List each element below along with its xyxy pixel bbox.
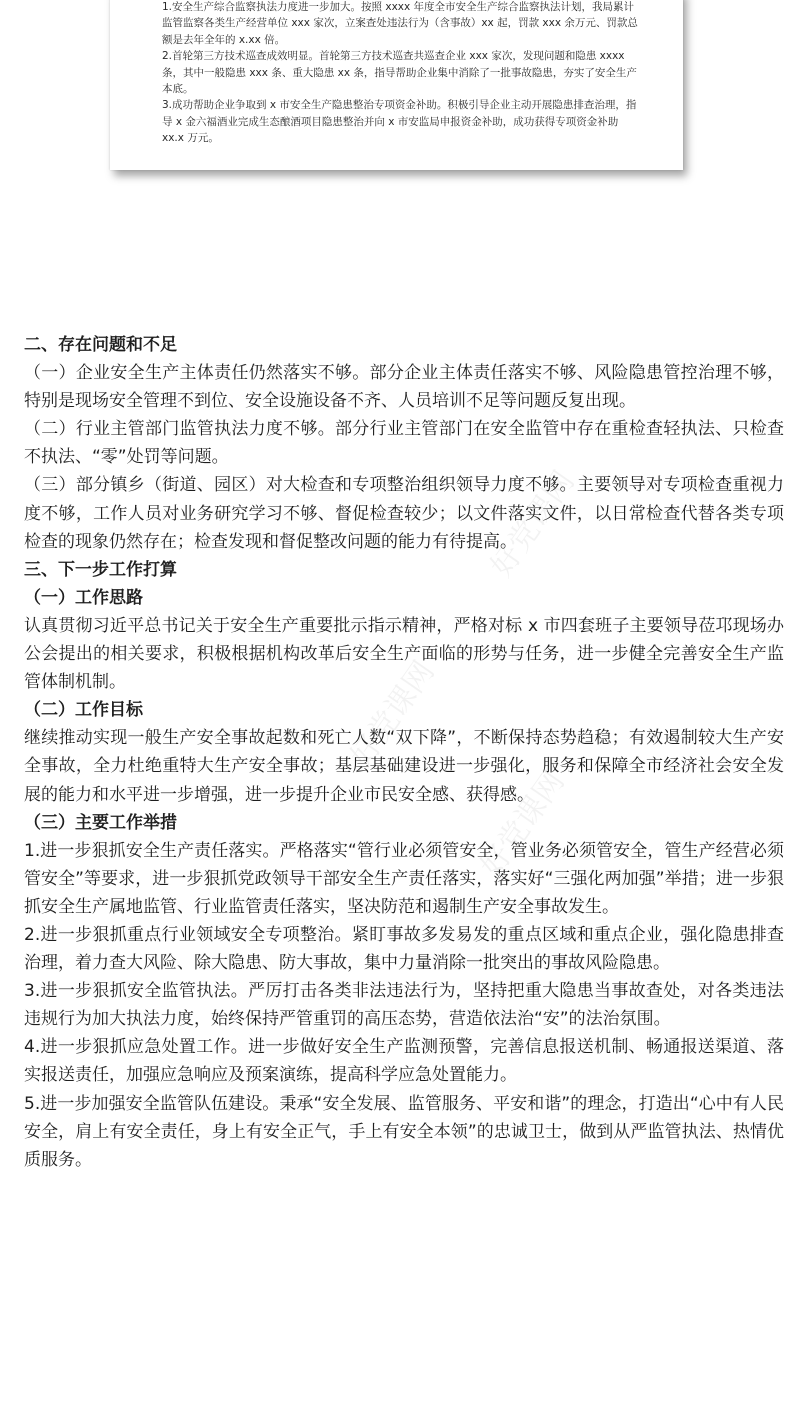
list-item: 2.进一步狠抓重点行业领域安全专项整治。紧盯事故多发易发的重点区域和重点企业，强化隐患排查治理，着力查大风险、除大隐患、防大事故，集中力量消除一批突出的事故风险隐患。 <box>24 924 784 974</box>
card-paragraph: 1.安全生产综合监察执法力度进一步加大。按照 xxxx 年度全市安全生产综合监察执法计划，我局累计监管监察各类生产经营单位 xxx 家次，立案查处违法行为（含事故）xx 起，罚款 xxx 余万元、罚款总额是去年全年的 x.xx 倍。 <box>162 1 638 46</box>
list-item: 5.进一步加强安全监管队伍建设。秉承“安全发展、监管服务、平安和谐”的理念，打造出“心中有人民安全，肩上有安全责任，身上有安全正气，手上有安全本领”的忠诚卫士，做到从严监管执法、热情优质服务。 <box>24 1093 784 1170</box>
watermark: 好党课网 <box>484 464 582 584</box>
card-paragraph: 2.首轮第三方技术巡查成效明显。首轮第三方技术巡查共巡查企业 xxx 家次，发现问题和隐患 xxxx 条，其中一般隐患 xxx 条、重大隐患 xx 条，指导帮助企业集中消除了一批事故隐患，夯实了安全生产本底。 <box>162 50 637 96</box>
list-item: 4.进一步狠抓应急处置工作。进一步做好安全生产监测预警，完善信息报送机制、畅通报送渠道、落实报送责任，加强应急响应及预案演练，提高科学应急处置能力。 <box>24 1037 784 1086</box>
paragraph: 继续推动实现一般生产安全事故起数和死亡人数“双下降”，不断保持态势趋稳；有效遏制较大生产安全事故，全力杜绝重特大生产安全事故；基层基础建设进一步强化，服务和保障全市经济社会安全发展的能力和水平进一步增强，进一步提升企业市民安全感、获得感。 <box>24 728 784 805</box>
document-body <box>24 331 784 1174</box>
subsection-heading: （二）工作目标 <box>24 700 143 721</box>
list-item: 3.进一步狠抓安全监管执法。严厉打击各类非法违法行为，坚持把重大隐患当事故查处，对各类违法违规行为加大执法力度，始终保持严管重罚的高压态势，营造依法治“安”的法治氛围。 <box>24 981 784 1030</box>
watermark: 好党课网 <box>474 764 572 884</box>
section-heading: 二、存在问题和不足 <box>24 335 177 355</box>
watermark: 好党课网 <box>344 654 442 774</box>
paragraph: （三）部分镇乡（街道、园区）对大检查和专项整治组织领导力度不够。主要领导对专项检查重视力度不够，工作人员对业务研究学习不够、督促检查较少；以文件落实文件，以日常检查代替各类专项检查的现象仍然存在；检查发现和督促整改问题的能力有待提高。 <box>24 475 784 552</box>
subsection-heading: （一）工作思路 <box>24 587 143 608</box>
subsection-heading: （三）主要工作举措 <box>24 812 177 833</box>
paragraph: 认真贯彻习近平总书记关于安全生产重要批示指示精神，严格对标 x 市四套班子主要领导莅邛现场办公会提出的相关要求，积极根据机构改革后安全生产面临的形势与任务，进一步健全完善安全生产监管体制机制。 <box>24 615 784 693</box>
section-heading: 三、下一步工作打算 <box>24 559 177 580</box>
document-preview-card <box>110 0 683 170</box>
card-paragraph: 3.成功帮助企业争取到 x 市安全生产隐患整治专项资金补助。积极引导企业主动开展隐患排查治理，指导 x 金六福酒业完成生态酿酒项目隐患整治并向 x 市安监局申报资金补助，成功获得专项资金补助 xx.x 万元。 <box>162 99 637 145</box>
card-body <box>162 0 642 147</box>
paragraph: （二）行业主管部门监管执法力度不够。部分行业主管部门在安全监管中存在重检查轻执法、只检查不执法、“零”处罚等问题。 <box>24 419 784 468</box>
list-item: 1.进一步狠抓安全生产责任落实。严格落实“管行业必须管安全，管业务必须管安全，管生产经营必须管安全”等要求，进一步狠抓党政领导干部安全生产责任落实，落实好“三强化两加强”举措；进一步狠抓安全生产属地监管、行业监管责任落实，坚决防范和遏制生产安全事故发生。 <box>24 840 784 917</box>
paragraph: （一）企业安全生产主体责任仍然落实不够。部分企业主体责任落实不够、风险隐患管控治理不够，特别是现场安全管理不到位、安全设施设备不齐、人员培训不足等问题反复出现。 <box>24 363 784 412</box>
